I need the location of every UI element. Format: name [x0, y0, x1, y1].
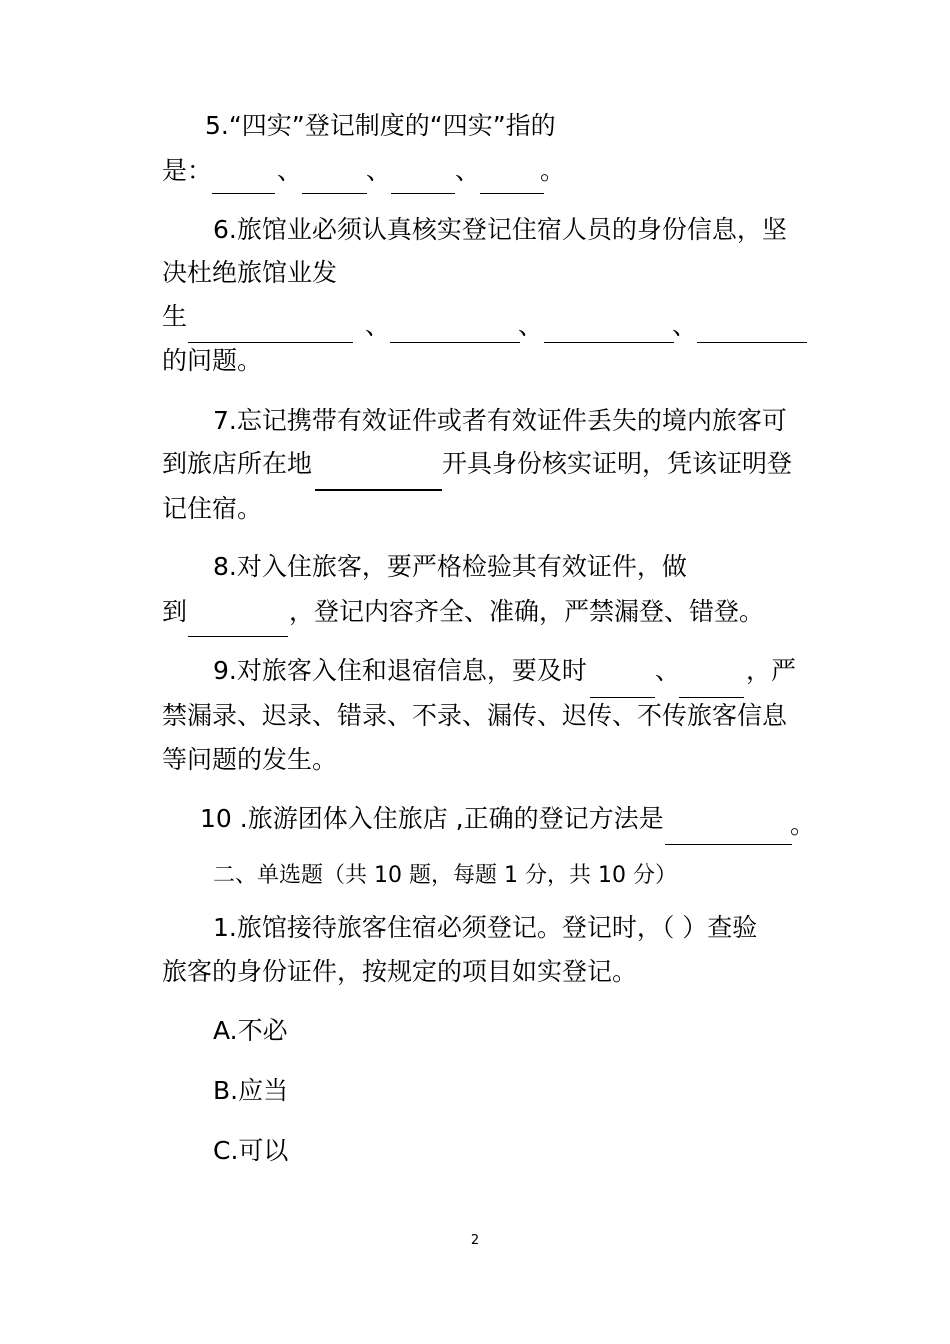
q5-blank-1: [212, 193, 275, 194]
q9-line1-end: ，严: [746, 656, 797, 685]
q10-line1: 10 .旅游团体入住旅店 ,正确的登记方法是: [200, 804, 664, 833]
q6-line4: 的问题。: [162, 346, 263, 375]
q5-blank-2: [302, 193, 367, 194]
q5-end: 。: [540, 156, 566, 185]
q6-separator: 、: [365, 311, 391, 340]
q7-line2-start: 到旅店所在地: [162, 449, 313, 478]
q5-line2-start: 是：: [162, 156, 213, 185]
mc1-stem-line1: 1.旅馆接待旅客住宿必须登记。登记时，（ ）查验: [213, 913, 758, 942]
section-heading: 二、单选题（共 10 题，每题 1 分，共 10 分）: [213, 863, 677, 888]
q6-blank-4: [697, 342, 807, 343]
q6-separator: 、: [518, 311, 544, 340]
q9-line3: 等问题的发生。: [162, 745, 338, 774]
q6-blank-1: [188, 342, 353, 343]
mc1-option-a: A.不必: [213, 1016, 288, 1045]
mc1-option-b: B.应当: [213, 1076, 289, 1105]
q9-line2: 禁漏录、迟录、错录、不录、漏传、迟传、不传旅客信息: [162, 701, 788, 730]
q6-line3-start: 生: [162, 302, 188, 331]
q6-line2: 决杜绝旅馆业发: [162, 258, 338, 287]
q7-line1: 7.忘记携带有效证件或者有效证件丢失的境内旅客可: [213, 406, 787, 435]
q10-blank: [665, 844, 792, 845]
q7-line2-end: 开具身份核实证明，凭该证明登: [442, 449, 793, 478]
q9-blank-2: [679, 697, 744, 698]
q8-line2-end: ，登记内容齐全、准确，严禁漏登、错登。: [289, 597, 765, 626]
q7-line3: 记住宿。: [162, 494, 263, 523]
q5-separator: 、: [366, 156, 392, 185]
q9-line1-start: 9.对旅客入住和退宿信息，要及时: [213, 656, 587, 685]
mc1-stem-line2: 旅客的身份证件，按规定的项目如实登记。: [162, 957, 638, 986]
q6-line1: 6.旅馆业必须认真核实登记住宿人员的身份信息，坚: [213, 215, 787, 244]
q9-separator: 、: [655, 656, 681, 685]
q5-line1: 5.“四实”登记制度的“四实”指的: [205, 111, 556, 140]
q8-line1: 8.对入住旅客，要严格检验其有效证件，做: [213, 552, 687, 581]
q7-blank: [315, 489, 442, 491]
q6-blank-3: [544, 342, 674, 343]
q9-blank-1: [590, 697, 655, 698]
q5-blank-4: [480, 193, 544, 194]
q5-blank-3: [391, 193, 455, 194]
q8-blank: [188, 636, 288, 637]
page-number: 2: [470, 1233, 480, 1248]
q6-separator: 、: [672, 311, 698, 340]
q5-separator: 、: [455, 156, 481, 185]
q5-separator: 、: [277, 156, 303, 185]
q8-line2-start: 到: [162, 597, 188, 626]
q10-end: 。: [790, 810, 816, 839]
mc1-option-c: C.可以: [213, 1136, 289, 1165]
q6-blank-2: [390, 342, 520, 343]
